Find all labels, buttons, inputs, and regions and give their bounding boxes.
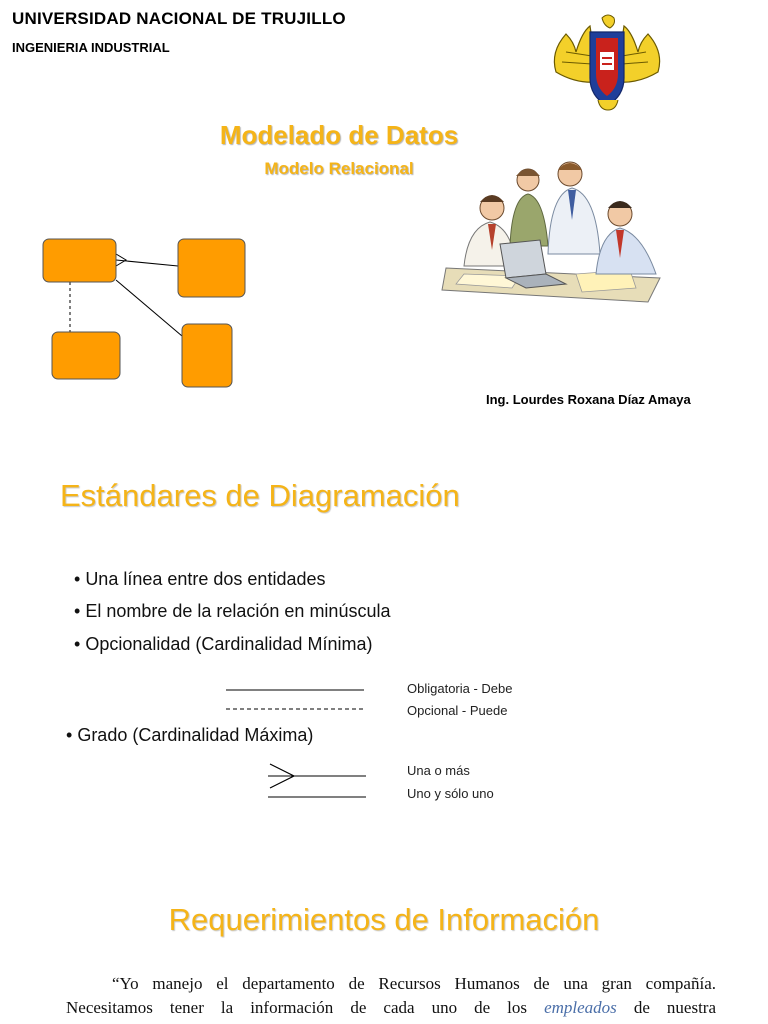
standards-heading: Estándares de Diagramación [60,478,460,513]
bullet-text: Una línea entre dos entidades [85,569,326,589]
author-name: Ing. Lourdes Roxana Díaz Amaya [486,392,691,407]
entity-box [178,239,245,297]
bullet-text: Opcionalidad (Cardinalidad Mínima) [85,634,373,654]
list-item: • Una línea entre dos entidades [74,569,326,589]
team-meeting-laptop-illustration [440,150,662,308]
entity-box [52,332,120,379]
cover-title: Modelado de Datos [219,120,459,150]
entity-box [43,239,116,282]
legend-mandatory: Obligatoria - Debe [407,681,513,696]
university-crest-eagle-icon [546,12,668,112]
legend-one-or-more: Una o más [407,763,470,778]
paragraph-line [66,996,716,1020]
degree-lines [266,762,370,802]
university-name: UNIVERSIDAD NACIONAL DE TRUJILLO [12,9,346,28]
requirements-heading: Requerimientos de Información [168,902,600,937]
entity-box [182,324,232,387]
optionality-lines [224,680,368,716]
cover-subtitle: Modelo Relacional [264,159,414,178]
entity-relation-diagram [40,236,252,392]
bullet-text: Grado (Cardinalidad Máxima) [77,725,314,745]
paragraph-text: Necesitamos tener la información de cada uno de los [66,998,528,1017]
paragraph-text: de nuestra [633,998,717,1017]
list-item: • El nombre de la relación en minúscula [74,601,391,621]
list-item: • Grado (Cardinalidad Máxima) [66,725,314,745]
bullet-text: El nombre de la relación en minúscula [85,601,391,621]
emphasized-term: empleados [544,998,617,1017]
paragraph-line: “Yo manejo el departamento de Recursos Humanos de una gran compañía. [112,974,716,993]
legend-one-and-only-one: Uno y sólo uno [407,786,494,801]
faculty-name: INGENIERIA INDUSTRIAL [12,40,170,55]
legend-optional: Opcional - Puede [407,703,508,718]
requirements-paragraph [66,972,716,1020]
list-item: • Opcionalidad (Cardinalidad Mínima) [74,634,373,654]
